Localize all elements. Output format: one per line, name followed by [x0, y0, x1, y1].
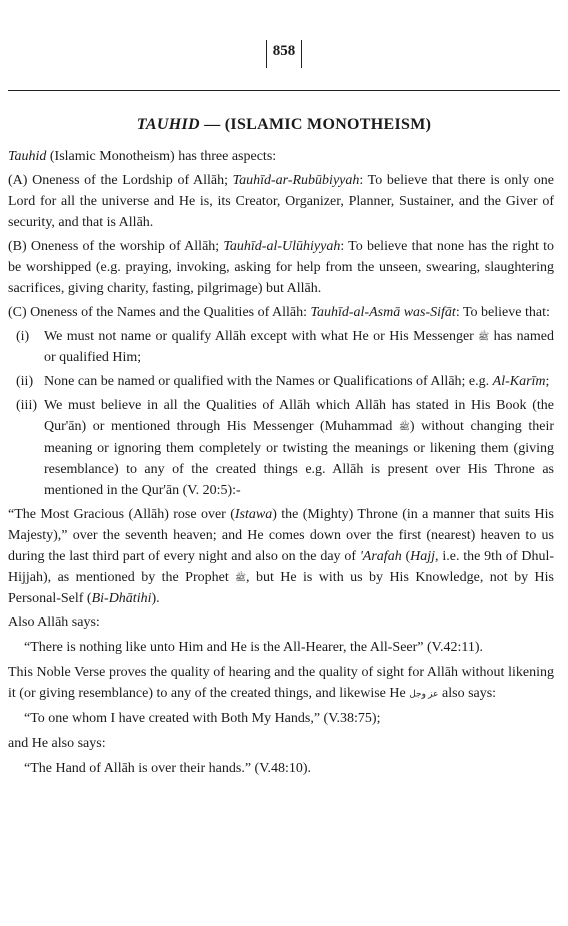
item-i-text-1: We must not name or qualify Allāh except with what He or His Messenger — [44, 329, 479, 344]
item-i-text-2: has named or qualified Him; — [44, 329, 554, 366]
quote-term-2: 'Arafah — [359, 548, 402, 564]
header-rule — [8, 90, 560, 91]
list-text — [44, 326, 554, 368]
aspect-a-pre: (A) Oneness of the Lordship of Allāh; — [8, 173, 233, 188]
intro-text: (Islamic Monotheism) has three aspects: — [46, 149, 277, 164]
body-text — [8, 146, 554, 783]
aspect-a-post: : To believe that there is only one Lord for all the universe and He is, its Creator, Organizer, Planner, Sustainer, and the Giver of security, and that is Allāh. — [8, 173, 554, 230]
item-ii-term: Al-Karīm — [492, 374, 546, 390]
quote-text-6: ). — [151, 590, 160, 606]
list-item-iii — [16, 395, 554, 500]
list-item-i — [16, 326, 554, 368]
aspect-b-term: Tauhīd-al-Ulūhiyyah — [223, 239, 341, 254]
salutation-glyph: ﷺ — [398, 421, 410, 432]
explanation-paragraph — [8, 662, 554, 704]
item-iii-text-1: We must believe in all the Qualities of Allāh which Allāh has stated in His Book (the Qur'ān) or mentioned through His Messenger (Muhammad — [44, 398, 554, 435]
quote-text-4: i.e. the 9th of Dhul-Hijjah), as mentioned by the Prophet — [8, 548, 554, 585]
aspect-a-term: Tauhīd-ar-Rubūbiyyah — [232, 173, 360, 188]
intro-term: Tauhid — [8, 149, 47, 164]
page-header — [0, 40, 568, 68]
quote-term-4: Bi-Dhātihi — [91, 590, 152, 606]
salutation-glyph: ﷺ — [235, 571, 247, 582]
glorification-glyph: عز وجل — [409, 688, 439, 699]
item-iii-text-2: ) without changing their meaning or ignoring them completely or twisting the meanings or likening them (giving resemblance) to any of the created things e.g. Allāh is present over His Throne as mentioned in the Qur'ān (V. 20:5):- — [44, 419, 554, 498]
page-title — [0, 116, 568, 134]
he-also-says-line: and He also says: — [8, 736, 106, 752]
intro-paragraph — [8, 146, 554, 167]
explain-text-2: also says: — [438, 685, 497, 701]
list-label: (i) — [16, 329, 30, 344]
quote-term-3: Hajj, — [410, 548, 439, 564]
item-ii-text-1: None can be named or qualified with the Names or Qualifications of Allāh; e.g. — [44, 374, 493, 390]
also-says-line: Also Allāh says: — [8, 614, 100, 630]
explain-text-1: This Noble Verse proves the quality of hearing and the quality of sight for Allāh without likening it (or giving resemblance) to any of the created things, and likewise He — [8, 664, 554, 701]
list-text — [44, 371, 554, 392]
verse-quote-2: “To one whom I have created with Both My Hands,” (V.38:75); — [24, 711, 381, 727]
verse-quote-3: “The Hand of Allāh is over their hands.” (V.48:10). — [24, 761, 312, 777]
quote-term-1: Istawa — [234, 506, 273, 522]
aspect-c-pre: (C) Oneness of the Names and the Qualities of Allāh: — [8, 305, 311, 320]
aspect-b-post: : To believe that none has the right to be worshipped (e.g. praying, invoking, asking for help from the unseen, swearing, slaughtering sacrifices, giving charity, fasting, pilgrimage) but Allāh. — [8, 239, 554, 296]
list-label: (ii) — [16, 374, 34, 390]
title-italic: TAUHID — [136, 116, 200, 133]
salutation-glyph: ﷺ — [478, 331, 490, 342]
title-rest: — (ISLAMIC MONOTHEISM) — [199, 116, 432, 133]
list-text — [44, 395, 554, 500]
page-number: 858 — [266, 40, 303, 68]
list-item-ii — [16, 371, 554, 392]
aspect-b-paragraph — [8, 236, 554, 299]
aspect-c-paragraph — [8, 302, 554, 323]
quote-text-3: ( — [401, 548, 411, 564]
item-ii-text-2: ; — [545, 374, 550, 390]
aspect-b-pre: (B) Oneness of the worship of Allāh; — [8, 239, 224, 254]
verse-quote-1: “There is nothing like unto Him and He is the All-Hearer, the All-Seer” (V.42:11). — [24, 639, 483, 655]
list-label: (iii) — [16, 398, 37, 414]
quote-text-5: , but He is with us by His Knowledge, not by His Personal-Self ( — [8, 569, 554, 606]
aspect-c-term: Tauhīd-al-Asmā was-Sifāt — [310, 305, 456, 320]
quote-paragraph — [8, 504, 554, 609]
aspect-c-post: : To believe that: — [455, 305, 550, 320]
quote-text-1: “The Most Gracious (Allāh) rose over ( — [8, 506, 235, 522]
aspect-a-paragraph — [8, 170, 554, 233]
quote-text-2: ) the (Mighty) Throne (in a manner that suits His Majesty),” over the seventh heaven; and He comes down over the first (nearest) heaven to us during the last third part of every night and also on the day of — [8, 506, 554, 564]
